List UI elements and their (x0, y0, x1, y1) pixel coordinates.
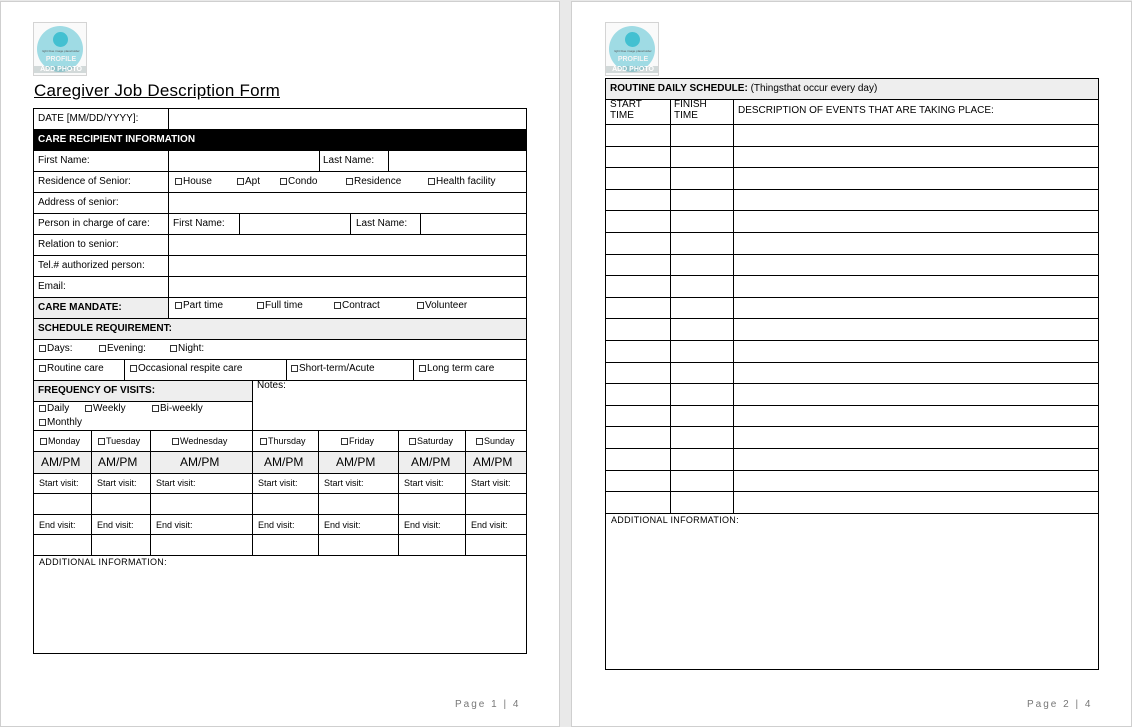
ampm-tuesday: AM/PM (98, 455, 138, 469)
start-visit-saturday: Start visit: (404, 478, 444, 488)
logo-add-photo-label: ADD PHOTO (606, 66, 659, 73)
care-type-long-term[interactable]: Long term care (419, 363, 494, 375)
address-label: Address of senior: (38, 197, 119, 208)
frequency-option-daily[interactable]: Daily (39, 403, 69, 415)
day-sunday[interactable]: Sunday (476, 435, 515, 447)
date-label: DATE [MM/DD/YYYY]: (38, 113, 139, 124)
tel-label: Tel.# authorized person: (38, 260, 145, 271)
first-name-label: First Name: (38, 155, 90, 166)
col-finish-time: FINISH TIME (674, 99, 707, 121)
schedule-row-line (606, 167, 1098, 168)
checkbox-icon (40, 438, 47, 445)
checkbox-icon (428, 178, 435, 185)
checkbox-icon (172, 438, 179, 445)
profile-photo-placeholder[interactable] (33, 22, 87, 76)
frequency-option-biweekly[interactable]: Bi-weekly (152, 403, 203, 415)
logo-profile-label: PROFILE (45, 56, 77, 63)
start-visit-monday: Start visit: (39, 478, 79, 488)
care-recipient-header: CARE RECIPIENT INFORMATION (38, 134, 196, 145)
checkbox-icon (130, 365, 137, 372)
day-monday[interactable]: Monday (40, 435, 80, 447)
schedule-row-line (606, 210, 1098, 211)
checkbox-icon (257, 302, 264, 309)
residence-option-residence[interactable]: Residence (346, 176, 401, 188)
residence-option-house[interactable]: House (175, 176, 212, 188)
ampm-friday: AM/PM (336, 455, 376, 469)
care-type-routine[interactable]: Routine care (39, 363, 104, 375)
schedule-row-line (606, 146, 1098, 147)
residence-label: Residence of Senior: (38, 176, 131, 187)
relation-label: Relation to senior: (38, 239, 119, 250)
checkbox-icon (39, 365, 46, 372)
email-label: Email: (38, 281, 66, 292)
page-title: Caregiver Job Description Form (34, 81, 280, 100)
ampm-saturday: AM/PM (411, 455, 451, 469)
schedule-row-line (606, 275, 1098, 276)
additional-info-label-2: ADDITIONAL INFORMATION: (611, 515, 739, 525)
day-saturday[interactable]: Saturday (409, 435, 453, 447)
checkbox-icon (417, 302, 424, 309)
schedule-row-line (606, 189, 1098, 190)
schedule-requirement-label: SCHEDULE REQUIREMENT: (38, 323, 172, 334)
checkbox-icon (39, 419, 46, 426)
ampm-monday: AM/PM (41, 455, 81, 469)
frequency-option-monthly[interactable]: Monthly (39, 417, 82, 429)
start-visit-wednesday: Start visit: (156, 478, 196, 488)
logo-add-photo-label: ADD PHOTO (34, 66, 87, 73)
schedule-row-line (606, 297, 1098, 298)
checkbox-icon (98, 438, 105, 445)
checkbox-icon (85, 405, 92, 412)
schedule-row-line (606, 491, 1098, 492)
logo-small-text: light blue image placeholder (614, 49, 652, 53)
checkbox-icon (237, 178, 244, 185)
schedule-row-line (606, 318, 1098, 319)
checkbox-icon (152, 405, 159, 412)
schedule-option-night[interactable]: Night: (170, 343, 204, 355)
schedule-row-line (606, 448, 1098, 449)
day-thursday[interactable]: Thursday (260, 435, 306, 447)
checkbox-icon (175, 178, 182, 185)
mandate-option-full-time[interactable]: Full time (257, 300, 303, 312)
ampm-wednesday: AM/PM (180, 455, 220, 469)
end-visit-sunday: End visit: (471, 520, 508, 530)
end-visit-friday: End visit: (324, 520, 361, 530)
routine-title: ROUTINE DAILY SCHEDULE: (Thingsthat occur every day) (610, 83, 878, 94)
date-field[interactable] (169, 110, 525, 129)
schedule-option-days[interactable]: Days: (39, 343, 73, 355)
page-1 (0, 1, 560, 727)
schedule-row-line (606, 254, 1098, 255)
care-type-occasional-respite[interactable]: Occasional respite care (130, 363, 243, 375)
additional-info-label: ADDITIONAL INFORMATION: (39, 557, 167, 567)
person-in-charge-label: Person in charge of care: (38, 218, 150, 229)
page-footer-2: Page 2 | 4 (1027, 699, 1093, 710)
day-wednesday[interactable]: Wednesday (172, 435, 227, 447)
mandate-option-part-time[interactable]: Part time (175, 300, 223, 312)
frequency-option-weekly[interactable]: Weekly (85, 403, 126, 415)
checkbox-icon (341, 438, 348, 445)
day-friday[interactable]: Friday (341, 435, 374, 447)
end-visit-tuesday: End visit: (97, 520, 134, 530)
checkbox-icon (334, 302, 341, 309)
mandate-option-contract[interactable]: Contract (334, 300, 380, 312)
notes-label: Notes: (257, 380, 286, 391)
residence-option-health-facility[interactable]: Health facility (428, 176, 495, 188)
start-visit-friday: Start visit: (324, 478, 364, 488)
pic-first-name-label: First Name: (173, 218, 225, 229)
care-type-short-term[interactable]: Short-term/Acute (291, 363, 375, 375)
end-visit-wednesday: End visit: (156, 520, 193, 530)
additional-info-field-2[interactable] (606, 527, 1098, 669)
checkbox-icon (280, 178, 287, 185)
schedule-option-evening[interactable]: Evening: (99, 343, 146, 355)
end-visit-monday: End visit: (39, 520, 76, 530)
pic-last-name-label: Last Name: (356, 218, 408, 229)
schedule-row-line (606, 383, 1098, 384)
frequency-label: FREQUENCY OF VISITS: (38, 385, 156, 396)
checkbox-icon (39, 405, 46, 412)
schedule-row-line (606, 426, 1098, 427)
logo-profile-label: PROFILE (617, 56, 649, 63)
start-visit-thursday: Start visit: (258, 478, 298, 488)
schedule-row-line (606, 405, 1098, 406)
checkbox-icon (99, 345, 106, 352)
checkbox-icon (419, 365, 426, 372)
caregiver-form-table (33, 108, 527, 654)
residence-option-apt[interactable]: Apt (237, 176, 260, 188)
checkbox-icon (39, 345, 46, 352)
avatar-head-icon (625, 32, 640, 47)
checkbox-icon (170, 345, 177, 352)
ampm-sunday: AM/PM (473, 455, 513, 469)
routine-schedule-table (605, 78, 1099, 670)
checkbox-icon (291, 365, 298, 372)
day-tuesday[interactable]: Tuesday (98, 435, 140, 447)
ampm-thursday: AM/PM (264, 455, 304, 469)
avatar-head-icon (53, 32, 68, 47)
checkbox-icon (476, 438, 483, 445)
page-footer: Page 1 | 4 (455, 699, 521, 710)
schedule-row-line (606, 232, 1098, 233)
col-start-time: START TIME (610, 99, 642, 121)
residence-option-condo[interactable]: Condo (280, 176, 317, 188)
start-visit-tuesday: Start visit: (97, 478, 137, 488)
mandate-option-volunteer[interactable]: Volunteer (417, 300, 467, 312)
checkbox-icon (175, 302, 182, 309)
care-mandate-label: CARE MANDATE: (38, 302, 122, 313)
checkbox-icon (346, 178, 353, 185)
end-visit-saturday: End visit: (404, 520, 441, 530)
start-visit-sunday: Start visit: (471, 478, 511, 488)
logo-small-text: light blue image placeholder (42, 49, 80, 53)
schedule-row-line (606, 340, 1098, 341)
end-visit-thursday: End visit: (258, 520, 295, 530)
additional-info-field[interactable] (34, 569, 526, 653)
col-description: DESCRIPTION OF EVENTS THAT ARE TAKING PLACE: (738, 105, 994, 116)
schedule-row-line (606, 362, 1098, 363)
last-name-label: Last Name: (323, 155, 375, 166)
checkbox-icon (409, 438, 416, 445)
checkbox-icon (260, 438, 267, 445)
schedule-row-line (606, 470, 1098, 471)
page-2 (571, 1, 1132, 727)
profile-photo-placeholder-2[interactable] (605, 22, 659, 76)
